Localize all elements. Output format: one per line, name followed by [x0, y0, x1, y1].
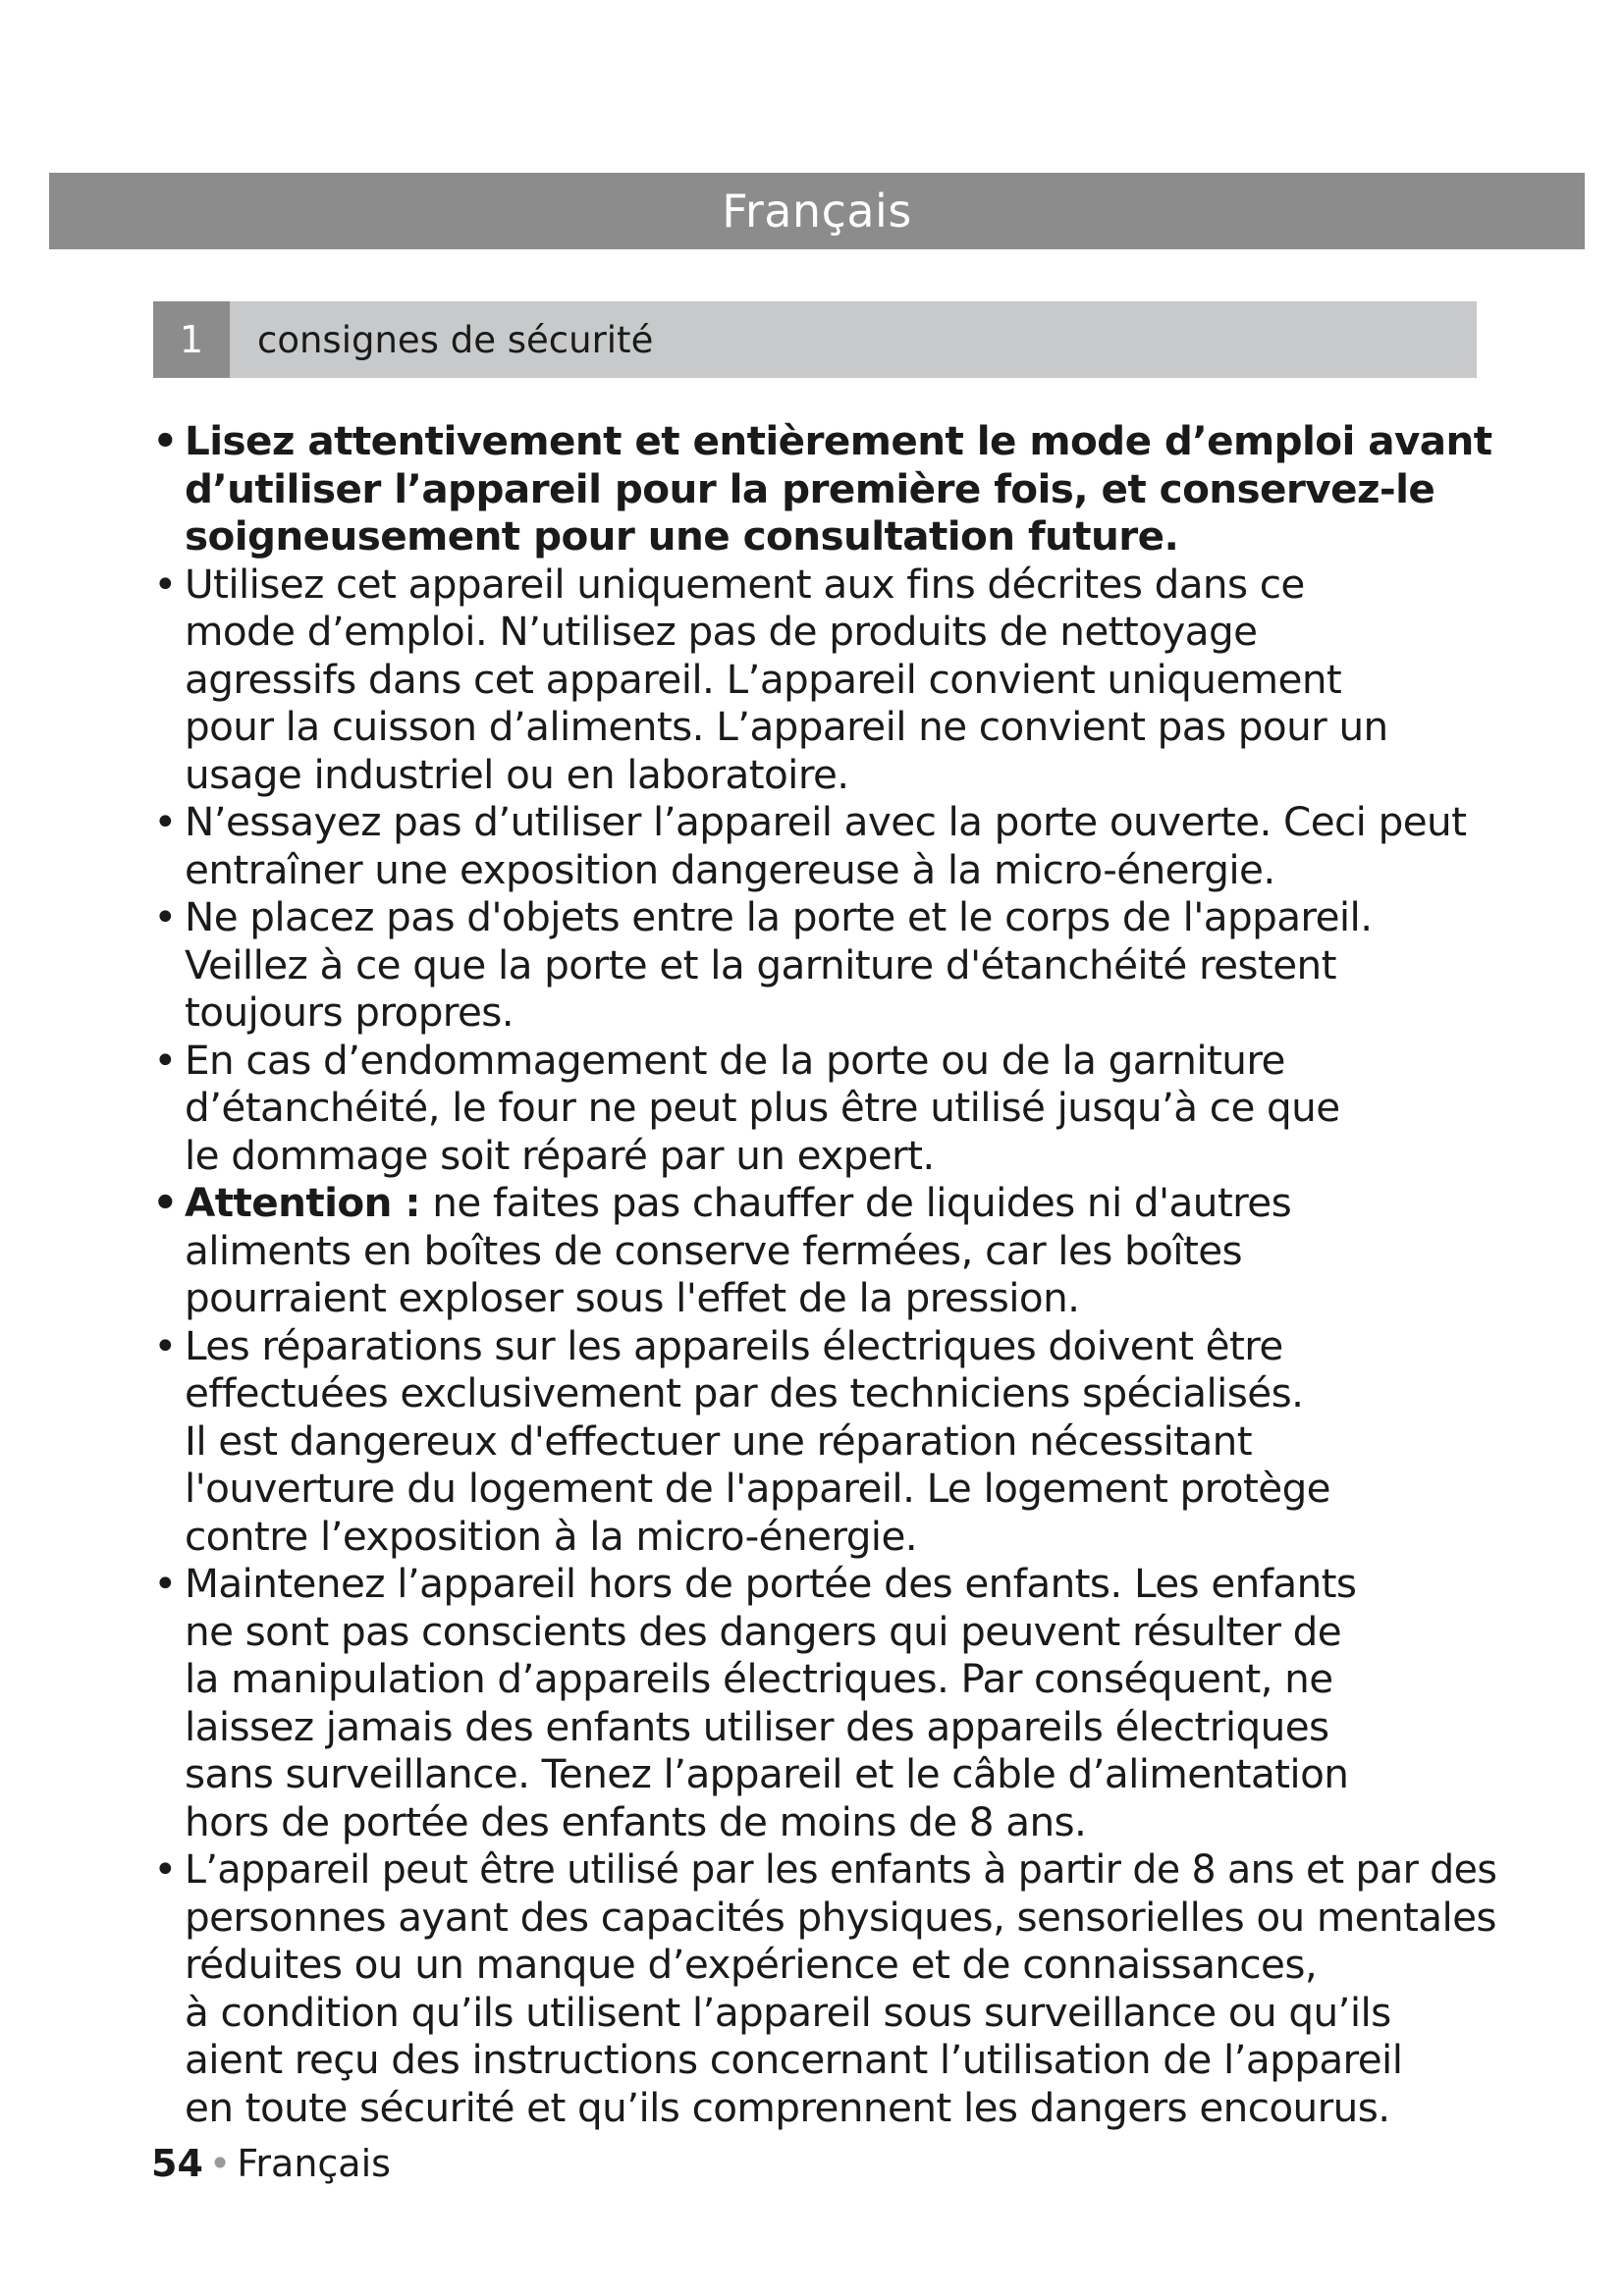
list-item [151, 798, 1496, 893]
bullet-icon: • [153, 1036, 177, 1084]
text-line: en toute sécurité et qu’ils comprennent les dangers encourus. [185, 2083, 1390, 2131]
attention-label: Attention : [185, 1179, 420, 1226]
list-item [151, 1560, 1496, 1845]
text-line: aient reçu des instructions concernant l’utilisation de l’appareil [185, 2036, 1403, 2083]
bullet-icon: • [153, 1560, 177, 1607]
text-line: entraîner une exposition dangereuse à la micro-énergie. [185, 845, 1275, 893]
list-item [151, 893, 1496, 1037]
text-line: mode d’emploi. N’utilisez pas de produits de nettoyage [185, 608, 1258, 655]
bullet-icon: • [153, 798, 177, 845]
text-line: pour la cuisson d’aliments. L’appareil ne convient pas pour un [185, 703, 1388, 750]
bullet-icon: • [153, 1321, 177, 1369]
bullet-icon: • [152, 1179, 178, 1226]
section-header [153, 301, 1477, 378]
text-line: hors de portée des enfants de moins de 8 ans. [185, 1797, 1087, 1845]
list-item [151, 417, 1496, 561]
list-item [151, 561, 1496, 799]
footer-language: Français [237, 2142, 391, 2185]
language-banner [49, 173, 1585, 249]
text-line: ne sont pas conscients des dangers qui peuvent résulter de [185, 1607, 1342, 1655]
footer-separator: • [208, 2142, 232, 2185]
language-title: Français [722, 185, 912, 238]
list-item-attention [151, 1179, 1496, 1322]
text-line: N’essayez pas d’utiliser l’appareil avec la porte ouverte. Ceci peut [185, 798, 1467, 845]
text-line: d’utiliser l’appareil pour la première fois, et conservez-le [185, 464, 1435, 512]
list-item [151, 1037, 1496, 1180]
bullet-icon: • [153, 893, 177, 940]
text-line: Lisez attentivement et entièrement le mode d’emploi avant [185, 417, 1492, 464]
list-item [151, 1322, 1496, 1561]
safety-instructions-list [151, 417, 1496, 2131]
text-line: toujours propres. [185, 988, 514, 1036]
bullet-icon: • [152, 417, 178, 464]
text-line: pourraient exploser sous l'effet de la pression. [185, 1274, 1080, 1321]
text-line: Utilisez cet appareil uniquement aux fins décrites dans ce [185, 560, 1305, 608]
section-title: consignes de sécurité [257, 318, 654, 361]
text-line: laissez jamais des enfants utiliser des appareils électriques [185, 1702, 1329, 1750]
list-item [151, 1845, 1496, 2131]
text-line: réduites ou un manque d’expérience et de connaissances, [185, 1941, 1318, 1988]
text-line: soigneusement pour une consultation future. [185, 512, 1179, 560]
text-line: sans surveillance. Tenez l’appareil et le câble d’alimentation [185, 1750, 1349, 1797]
text-line: effectuées exclusivement par des techniciens spécialisés. [185, 1369, 1304, 1416]
text-line: usage industriel ou en laboratoire. [185, 750, 849, 798]
text-line: En cas d’endommagement de la porte ou de la garniture [185, 1036, 1285, 1084]
text-line: Il est dangereux d'effectuer une réparation nécessitant [185, 1416, 1253, 1465]
bullet-icon: • [153, 1845, 177, 1893]
section-number: 1 [153, 301, 230, 378]
text-line: personnes ayant des capacités physiques, sensorielles ou mentales [185, 1893, 1496, 1941]
text-line: à condition qu’ils utilisent l’appareil sous surveillance ou qu’ils [185, 1988, 1391, 2036]
text-line: l'ouverture du logement de l'appareil. Le logement protège [185, 1465, 1330, 1512]
text-line: le dommage soit réparé par un expert. [185, 1131, 935, 1179]
text-line: d’étanchéité, le four ne peut plus être utilisé jusqu’à ce que [185, 1084, 1340, 1131]
text-line: contre l’exposition à la micro-énergie. [185, 1512, 918, 1560]
attention-text: ne faites pas chauffer de liquides ni d'autres [432, 1179, 1292, 1226]
text-line: agressifs dans cet appareil. L’appareil convient uniquement [185, 655, 1342, 703]
bullet-icon: • [153, 560, 177, 608]
text-line: Maintenez l’appareil hors de portée des enfants. Les enfants [185, 1560, 1357, 1607]
text-line: Veillez à ce que la porte et la garniture d'étanchéité restent [185, 940, 1336, 988]
text-line: aliments en boîtes de conserve fermées, car les boîtes [185, 1226, 1243, 1274]
text-line: Les réparations sur les appareils électriques doivent être [185, 1321, 1283, 1369]
page-number: 54 [151, 2142, 203, 2185]
text-line: la manipulation d’appareils électriques. Par conséquent, ne [185, 1655, 1333, 1702]
text-line [185, 1179, 1496, 1227]
text-line: Ne placez pas d'objets entre la porte et le corps de l'appareil. [185, 893, 1373, 940]
page-footer [151, 2142, 391, 2185]
text-line: L’appareil peut être utilisé par les enfants à partir de 8 ans et par des [185, 1845, 1497, 1893]
